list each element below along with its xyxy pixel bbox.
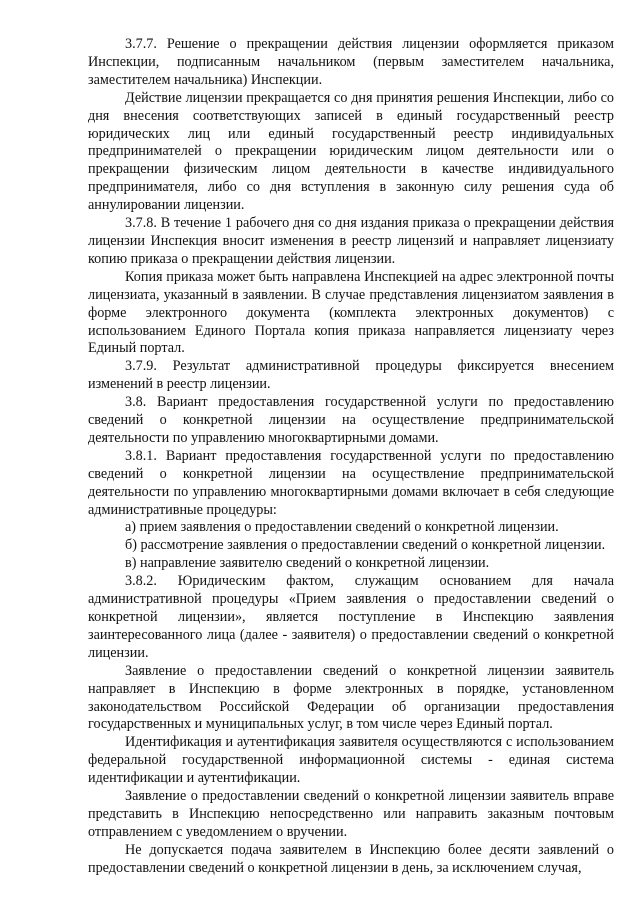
paragraph-3-7-9: 3.7.9. Результат административной процедуры фиксируется внесением изменений в реестр лицензии.	[88, 358, 614, 393]
paragraph-application-limit: Не допускается подача заявителем в Инспекцию более десяти заявлений о предоставлении сведений о конкретной лицензии в день, за исключением случая,	[88, 841, 614, 876]
paragraph-license-termination-date: Действие лицензии прекращается со дня принятия решения Инспекции, либо со дня внесения соответствующих записей в единый государственный реестр юридических лиц или единый государственный реестр индивидуальных предпринимателей о прекращении юридическим лицом деятельности или о прекращении физическим лицом деятельности в качестве индивидуального предпринимателя, либо со дня вступления в законную силу решения суда об аннулировании лицензии.	[88, 89, 614, 214]
paragraph-3-8-2: 3.8.2. Юридическим фактом, служащим основанием для начала административной процедуры «Прием заявления о предоставлении сведений о конкретной лицензии», является поступление в Инспекцию заявления заинтересованного лица (далее - заявителя) о предоставлении сведений о конкретной лицензии.	[88, 573, 614, 661]
paragraph-application-mail: Заявление о предоставлении сведений о конкретной лицензии заявитель вправе представить в Инспекцию непосредственно или направить заказным почтовым отправлением с уведомлением о вручении.	[88, 788, 614, 840]
list-item-a: а) прием заявления о предоставлении сведений о конкретной лицензии.	[125, 519, 559, 536]
paragraph-3-7-7: 3.7.7. Решение о прекращении действия лицензии оформляется приказом Инспекции, подписанным начальником (первым заместителем начальника, заместителем начальника) Инспекции.	[88, 36, 614, 88]
paragraph-3-8: 3.8. Вариант предоставления государственной услуги по предоставлению сведений о конкретной лицензии на осуществление предпринимательской деятельности по управлению многоквартирными домами.	[88, 394, 614, 446]
paragraph-order-copy-email: Копия приказа может быть направлена Инспекцией на адрес электронной почты лицензиата, указанный в заявлении. В случае представления лицензиатом заявления в форме электронного документа (комплекта электронных документов) с использованием Единого Портала копия приказа направляется лицензиату через Единый портал.	[88, 268, 614, 357]
document-page	[88, 36, 614, 878]
paragraph-application-electronic: Заявление о предоставлении сведений о конкретной лицензии заявитель направляет в Инспекцию в форме электронных в порядке, установленном законодательством Российской Федерации об организации предоставления государственных и муниципальных услуг, в том числе через Единый портал.	[88, 662, 614, 733]
paragraph-3-7-8: 3.7.8. В течение 1 рабочего дня со дня издания приказа о прекращении действия лицензии Инспекция вносит изменения в реестр лицензий и направляет лицензиату копию приказа о прекращении действия лицензии.	[88, 215, 614, 267]
paragraph-identification: Идентификация и аутентификация заявителя осуществляются с использованием федеральной государственной информационной системы - единая система идентификации и аутентификации.	[88, 734, 614, 787]
list-item-b: б) рассмотрение заявления о предоставлении сведений о конкретной лицензии.	[125, 537, 606, 554]
paragraph-3-8-1: 3.8.1. Вариант предоставления государственной услуги по предоставлению сведений о конкретной лицензии на осуществление предпринимательской деятельности по управлению многоквартирными домами включает в себя следующие административные процедуры:	[88, 447, 614, 518]
list-item-v: в) направление заявителю сведений о конкретной лицензии.	[125, 555, 490, 572]
